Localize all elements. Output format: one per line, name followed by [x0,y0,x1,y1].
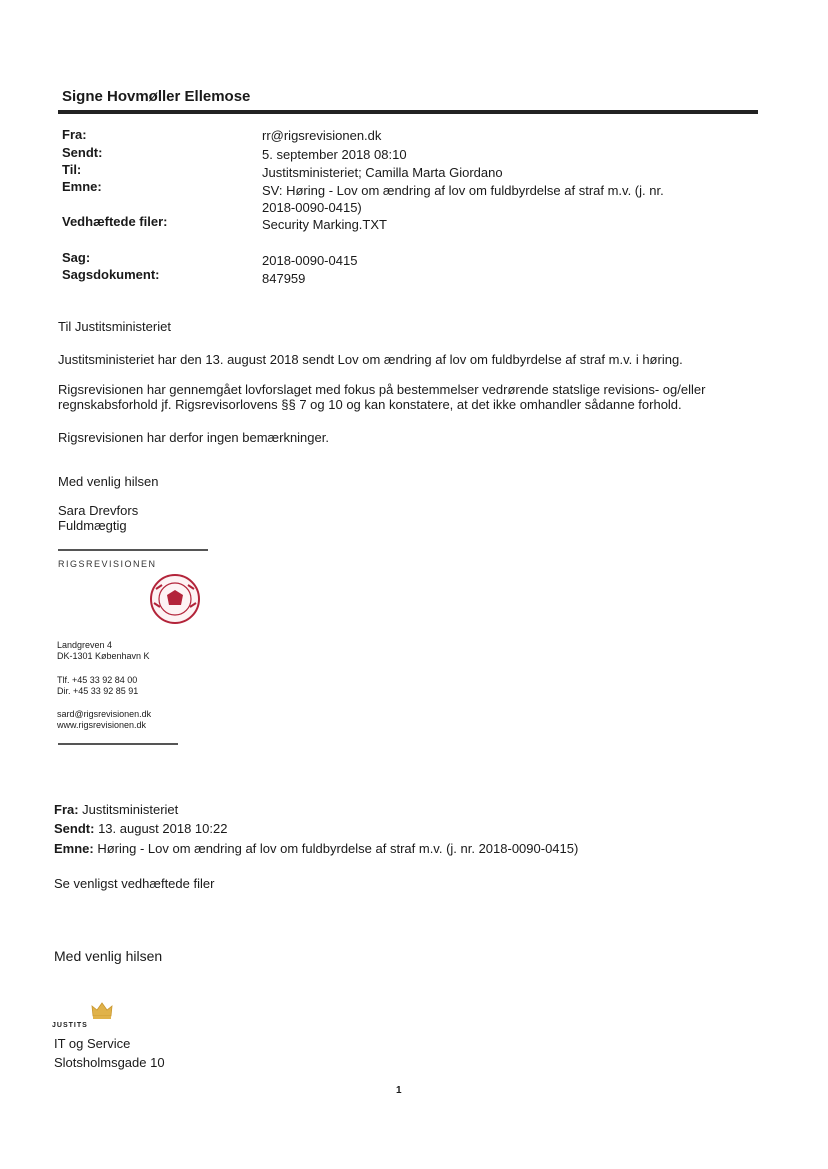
sender-name: Sara Drevfors [58,503,139,518]
case-value: 2018-0090-0415 [262,253,358,268]
body-paragraph-1: Justitsministeriet har den 13. august 2018 sendt Lov om ændring af lov om fuldbyrdelse af straf m.v. i høring. [58,352,683,367]
signature-rule-top [58,549,208,551]
sent-value: 5. september 2018 08:10 [262,147,407,162]
from-value: rr@rigsrevisionen.dk [262,128,382,143]
justits-logo-text: JUSTITS [52,1022,88,1029]
forwarded-sent [54,821,227,836]
case-document-value: 847959 [262,271,306,286]
street-address: Slotsholmsgade 10 [54,1055,165,1070]
forwarded-from-value: Justitsministeriet [78,802,179,817]
sender-role: Fuldmægtig [58,518,127,533]
page-number: 1 [396,1085,402,1096]
body-paragraph-2-line-1: Rigsrevisionen har gennemgået lovforslaget med fokus på bestemmelser vedrørende statslige revisions- og/eller [58,382,706,397]
forwarded-subject-value: Høring - Lov om ændring af lov om fuldbyrdelse af straf m.v. (j. nr. 2018-0090-0415) [93,841,579,856]
subject-line-2: 2018-0090-0415) [262,200,362,215]
mail-owner-name: Signe Hovmøller Ellemose [62,88,251,105]
forwarded-closing: Med venlig hilsen [54,948,163,964]
case-document-label: Sagsdokument: [62,267,160,282]
body-paragraph-2-line-2: regnskabsforhold jf. Rigsrevisorlovens §§ 7 og 10 og kan konstatere, at det ikke omhandler sådanne forhold. [58,397,682,412]
to-value: Justitsministeriet; Camilla Marta Giordano [262,165,503,180]
forwarded-from [54,802,178,817]
crown-icon [90,1000,114,1020]
sent-label: Sendt: [62,145,103,160]
signature-email-link[interactable]: sard@rigsrevisionen.dk [57,709,152,719]
forwarded-sent-label: Sendt: [54,821,95,836]
header-rule [58,110,758,114]
forwarded-subject [54,841,578,856]
to-label: Til: [62,162,82,177]
phone-direct: Dir. +45 33 92 85 91 [57,686,139,696]
forwarded-note: Se venligst vedhæftede filer [54,876,215,891]
body-paragraph-2 [58,382,748,412]
body-paragraph-3: Rigsrevisionen har derfor ingen bemærkninger. [58,430,329,445]
attachments-value[interactable]: Security Marking.TXT [262,217,387,232]
forwarded-subject-label: Emne: [54,841,94,856]
phone-main: Tlf. +45 33 92 84 00 [57,675,138,685]
address-line-1: Landgreven 4 [57,640,113,650]
case-label: Sag: [62,250,91,265]
closing: Med venlig hilsen [58,474,159,489]
subject-label: Emne: [62,179,102,194]
forwarded-sent-value: 13. august 2018 10:22 [94,821,228,836]
from-label: Fra: [62,127,87,142]
subject-line-1: SV: Høring - Lov om ændring af lov om fuldbyrdelse af straf m.v. (j. nr. [262,183,664,198]
department-name: IT og Service [54,1036,131,1051]
attachments-label: Vedhæftede filer: [62,214,168,229]
rigsrevisionen-seal-icon [142,573,208,625]
signature-rule-bottom [58,743,178,745]
signature-web-link[interactable]: www.rigsrevisionen.dk [57,720,147,730]
address-line-2: DK-1301 København K [57,651,150,661]
organization-name: RIGSREVISIONEN [58,559,157,569]
forwarded-from-label: Fra: [54,802,79,817]
greeting: Til Justitsministeriet [58,319,171,334]
subject-value [262,182,692,216]
